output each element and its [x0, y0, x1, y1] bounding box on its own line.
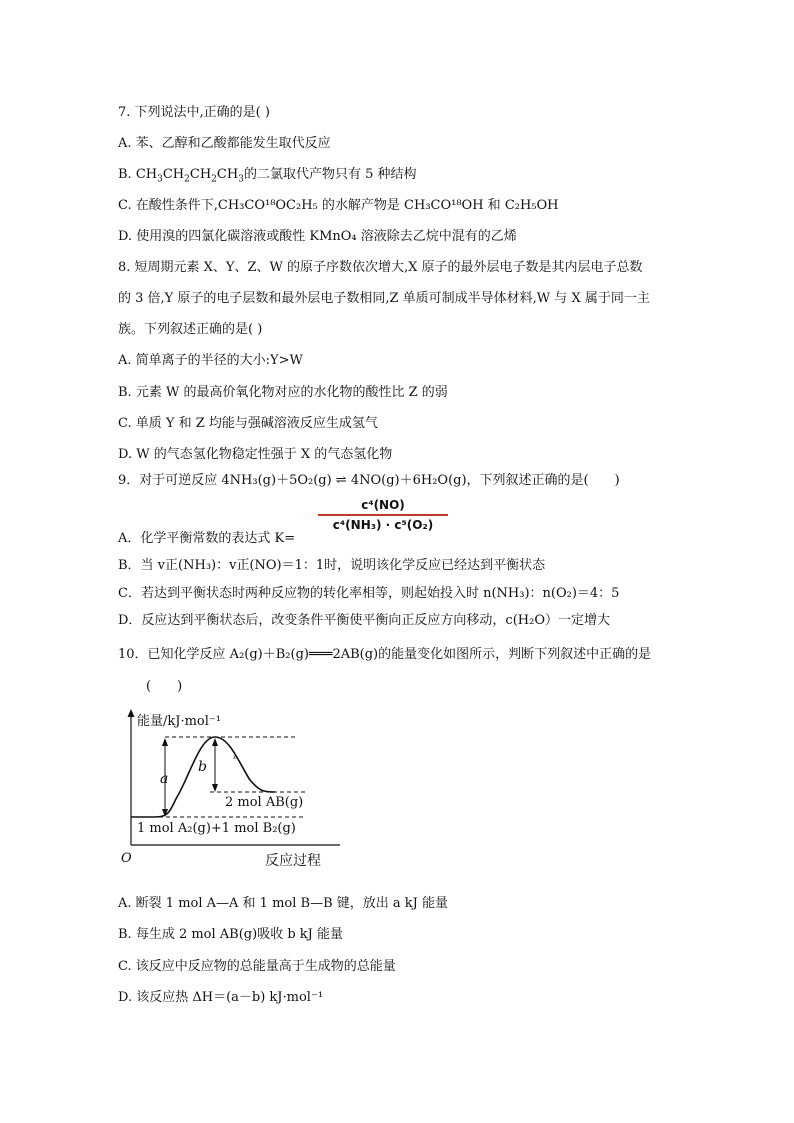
fraction-numerator: c⁴(NO) — [361, 498, 405, 512]
q9-option-a: A．化学平衡常数的表达式 K= — [118, 531, 296, 546]
q10-option-a: A. 断裂 1 mol A—A 和 1 mol B—B 键，放出 a kJ 能量 — [118, 896, 448, 911]
y-axis-label: 能量/kJ·mol⁻¹ — [137, 714, 221, 729]
q9-option-c: C．若达到平衡状态时两种反应物的转化率相等，则起始投入时 n(NH₃)：n(O₂)＝4：5 — [118, 586, 620, 601]
q9-option-b: B．当 v正(NH₃)：v正(NO)＝1：1时，说明该化学反应已经达到平衡状态 — [118, 558, 546, 573]
q8-stem-line1: 8. 短周期元素 X、Y、Z、W 的原子序数依次增大,X 原子的最外层电子数是其内层电子总数 — [118, 260, 643, 275]
equilibrium-constant-fraction — [318, 498, 448, 532]
arrow-b-up-head — [212, 738, 218, 746]
q8-option-a: A. 简单离子的半径的大小:Y>W — [118, 353, 303, 368]
y-axis-arrow — [128, 709, 135, 717]
q10-answer-paren: ( ) — [146, 679, 183, 694]
q8-stem-line3: 族。下列叙述正确的是( ) — [118, 322, 263, 337]
q7-stem: 7. 下列说法中,正确的是( ) — [118, 105, 270, 120]
q9-stem: 9．对于可逆反应 4NH₃(g)＋5O₂(g) ⇌ 4NO(g)＋6H₂O(g)，下列叙述正确的是( ) — [118, 473, 620, 488]
q8-option-d: D. W 的气态氢化物稳定性强于 X 的气态氢化物 — [118, 447, 393, 462]
x-axis-label: 反应过程 — [265, 853, 321, 869]
energy-diagram — [115, 705, 345, 870]
q10-option-b: B. 每生成 2 mol AB(g)吸收 b kJ 能量 — [118, 927, 344, 942]
q10-option-c: C. 该反应中反应物的总能量高于生成物的总能量 — [118, 959, 396, 974]
q7-option-c: C. 在酸性条件下,CH₃CO¹⁸OC₂H₅ 的水解产物是 CH₃CO¹⁸OH 和 C₂H₅OH — [118, 198, 559, 213]
arrow-a-up-head — [162, 738, 168, 746]
q7-option-a: A. 苯、乙醇和乙酸都能发生取代反应 — [118, 136, 331, 151]
q8-option-b: B. 元素 W 的最高价氧化物对应的水化物的酸性比 Z 的弱 — [118, 385, 448, 400]
q7-option-b: B. $CH_3CH_2CH_2CH_3$的二氯取代产物只有 5 种结构 — [118, 167, 417, 185]
q7-option-d: D. 使用溴的四氯化碳溶液或酸性 KMnO₄ 溶液除去乙烷中混有的乙烯 — [118, 229, 517, 244]
label-a: a — [160, 771, 169, 787]
q8-stem-line2: 的 3 倍,Y 原子的电子层数和最外层电子数相同,Z 单质可制成半导体材料,W 与 X 属于同一主 — [118, 291, 650, 306]
origin-label: O — [121, 851, 132, 866]
arrow-b-down-head — [212, 784, 218, 792]
product-label: 2 mol AB(g) — [225, 795, 304, 810]
q10-stem: 10．已知化学反应 A₂(g)＋B₂(g)═══2AB(g)的能量变化如图所示，判断下列叙述中正确的是 — [118, 647, 652, 662]
reactant-label: 1 mol A₂(g)+1 mol B₂(g) — [137, 821, 296, 836]
q8-option-c: C. 单质 Y 和 Z 均能与强碱溶液反应生成氢气 — [118, 416, 378, 431]
q10-option-d: D. 该反应热 ΔH＝(a－b) kJ·mol⁻¹ — [118, 990, 324, 1005]
fraction-denominator: c⁴(NH₃) · c⁵(O₂) — [332, 518, 434, 532]
curve-tick-mark: ᵡ — [233, 754, 237, 764]
q9-option-d: D．反应达到平衡状态后，改变条件平衡使平衡向正反应方向移动，c(H₂O）一定增大 — [118, 613, 610, 628]
label-b: b — [198, 759, 207, 775]
